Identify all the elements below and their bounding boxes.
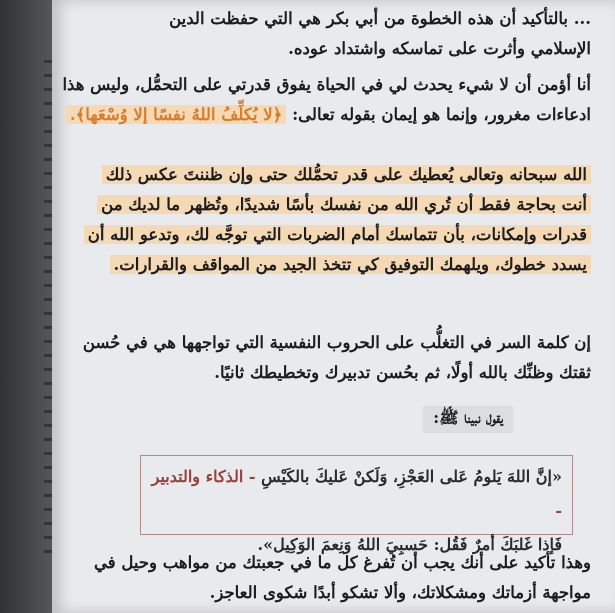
spiral-binding	[44, 60, 52, 560]
text-line	[52, 190, 615, 220]
hadith-text: «إنَّ اللهَ يَلومُ عَلى العَجْزِ، وَلَكنْ عَليكَ بالكَيْسِ	[261, 467, 562, 486]
text-line: ... بالتأكيد أن هذه الخطوة من أبي بكر هي التي حفظت الدين	[169, 9, 591, 28]
hadith-line	[151, 460, 562, 528]
quran-quote: ﴿لا يُكلِّفُ اللهُ نفسًا إلا وُسْعَها﴾.	[66, 105, 286, 124]
paragraph-1	[52, 4, 615, 64]
paragraph-4	[52, 328, 615, 388]
text-line: إن كلمة السر في التغلُّب على الحروب النفسية التي تواجهها هي في حُسن	[82, 333, 591, 352]
text-line	[52, 100, 615, 130]
text-line: مواجهة أزماتك ومشكلاتك، وألا تشكو أبدًا شكوى العاجز.	[209, 583, 591, 602]
paragraph-5	[52, 548, 615, 608]
text-segment: ادعاءات مغرور، وإنما هو إيمان بقوله تعالى:	[292, 105, 591, 124]
hadith-gloss: - الذكاء والتدبير -	[151, 467, 562, 520]
highlight: الله سبحانه وتعالى يُعطيك على قدر تحمُّلك حتى وإن ظننتَ عكس ذلك	[102, 165, 591, 184]
hadith-box	[140, 455, 573, 554]
hadith-intro: يقول نبينا ﷺ:	[423, 406, 513, 433]
highlighted-paragraph	[52, 160, 615, 280]
text-line: أنا أؤمن أن لا شيء يحدث لي في الحياة يفوق قدرتي على التحمُّل، وليس هذا	[62, 75, 591, 94]
highlight: قدرات وإمكانات، بأن تتماسك أمام الضربات التي توجَّه لك، وتدعو الله أن	[84, 225, 591, 244]
highlight: يسدد خطوك، ويلهمك التوفيق كي تتخذ الجيد من المواقف والقرارات.	[110, 255, 591, 274]
text-line: وهذا تأكيد على أنك يجب أن تُفرغ كل ما في جعبتك من مواهب وحيل في	[93, 553, 591, 572]
text-line	[52, 220, 615, 250]
text-line: الإسلامي وأثرت على تماسكه واشتداد عوده.	[288, 39, 591, 58]
text-line	[52, 250, 615, 280]
hadith-line: فَإذا غَلبَكَ أمرٌ فَقُل: حَسبِيَ اللهُ وَنِعمَ الوَكِيل».	[257, 535, 562, 554]
paragraph-2	[52, 70, 615, 130]
text-line: ثقتك وظنِّك بالله أولًا، ثم بحُسن تدبيرك وتخطيطك ثانيًا.	[214, 363, 591, 382]
highlight: أنت بحاجة فقط أن تُري الله من نفسك بأسًا شديدًا، وتُظهر ما لديك من	[97, 195, 591, 214]
book-page	[52, 0, 615, 613]
text-line	[52, 160, 615, 190]
